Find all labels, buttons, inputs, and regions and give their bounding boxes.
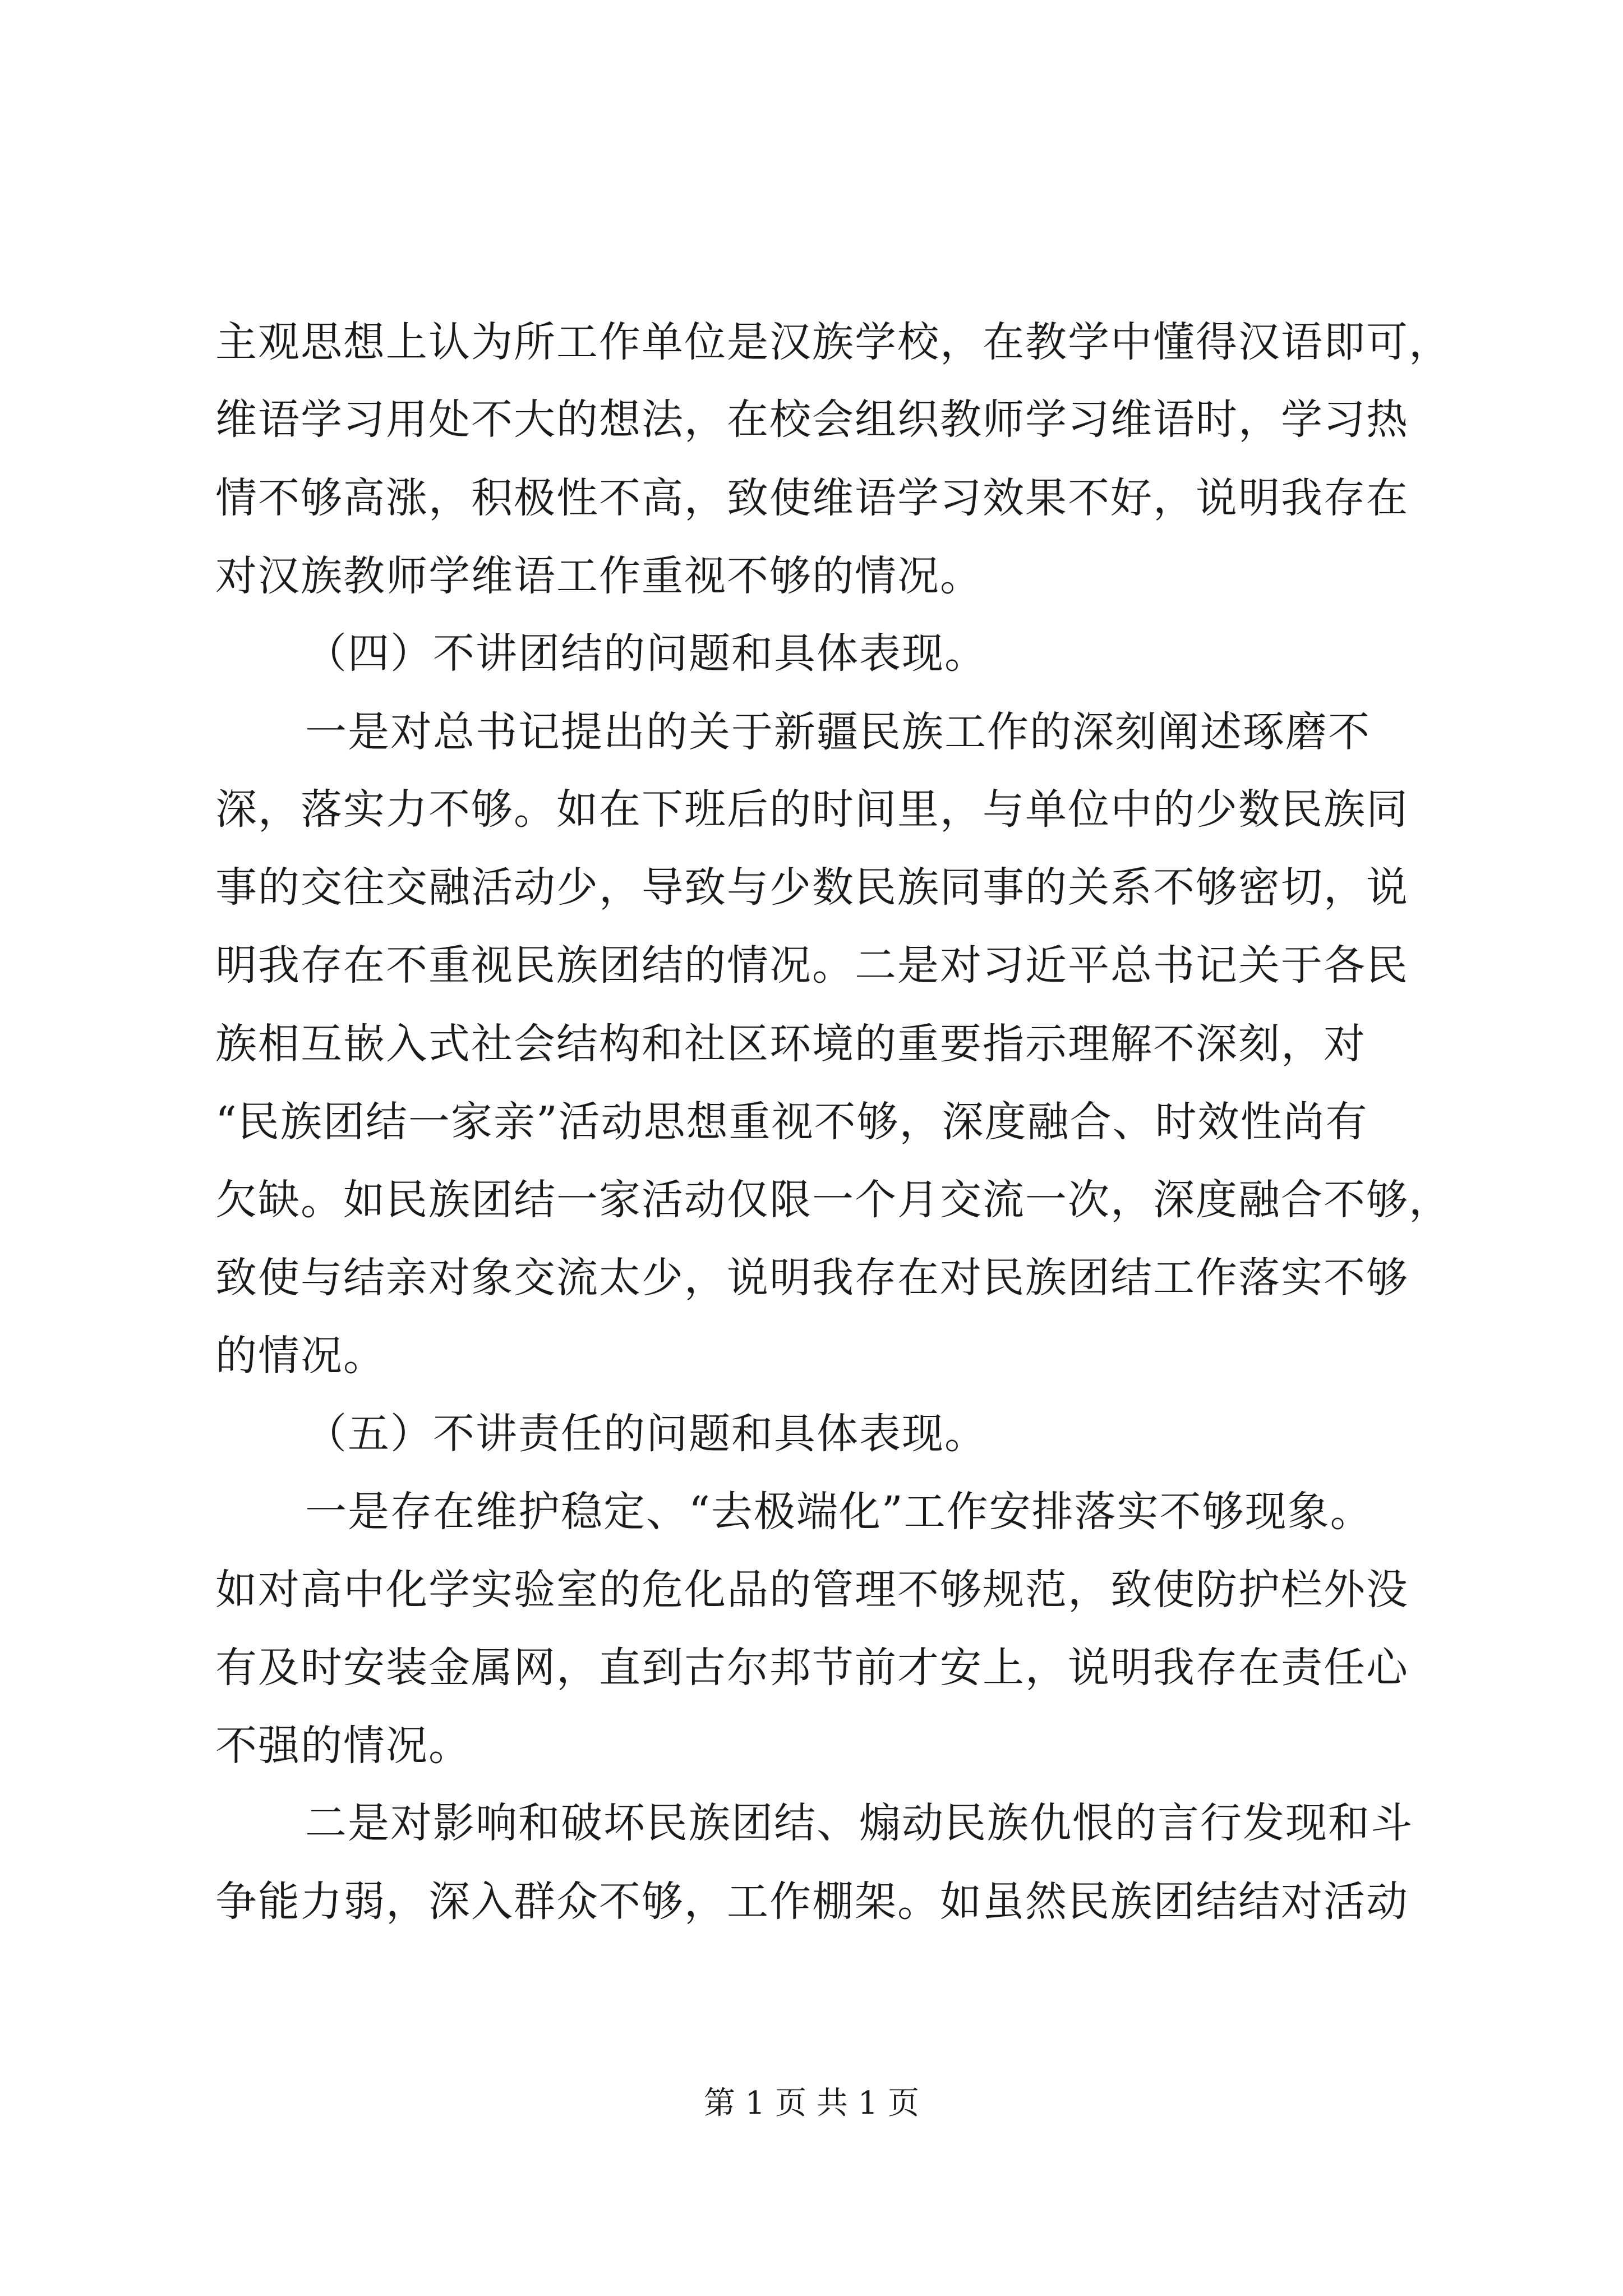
paragraph-line: 如对高中化学实验室的危化品的管理不够规范，致使防护栏外没 xyxy=(215,1566,1409,1614)
paragraph-line: 不强的情况。 xyxy=(215,1722,471,1770)
paragraph-line: 一是对总书记提出的关于新疆民族工作的深刻阐述琢磨不 xyxy=(305,708,1371,756)
paragraph-line: 致使与结亲对象交流太少，说明我存在对民族团结工作落实不够 xyxy=(215,1254,1409,1302)
paragraph-line: 主观思想上认为所工作单位是汉族学校，在教学中懂得汉语即可， xyxy=(215,318,1451,366)
paragraph-line: 情不够高涨，积极性不高，致使维语学习效果不好，说明我存在 xyxy=(215,474,1409,522)
paragraph-line: 一是存在维护稳定、“去极端化”工作安排落实不够现象。 xyxy=(305,1488,1373,1536)
paragraph-line: 族相互嵌入式社会结构和社区环境的重要指示理解不深刻，对 xyxy=(215,1020,1366,1068)
paragraph-line: 事的交往交融活动少，导致与少数民族同事的关系不够密切，说 xyxy=(215,863,1409,912)
page-number-footer: 第 1 页 共 1 页 xyxy=(703,2085,920,2122)
section-heading: （四）不讲团结的问题和具体表现。 xyxy=(305,629,987,678)
paragraph-line: 的情况。 xyxy=(215,1332,386,1380)
paragraph-line: 维语学习用处不大的想法，在校会组织教师学习维语时，学习热 xyxy=(215,395,1409,444)
paragraph-line: 有及时安装金属网，直到古尔邦节前才安上，说明我存在责任心 xyxy=(215,1644,1409,1692)
paragraph-line: “民族团结一家亲”活动思想重视不够，深度融合、时效性尚有 xyxy=(215,1098,1368,1146)
paragraph-line: 明我存在不重视民族团结的情况。二是对习近平总书记关于各民 xyxy=(215,941,1409,990)
paragraph-line: 二是对影响和破坏民族团结、煽动民族仇恨的言行发现和斗 xyxy=(305,1799,1413,1847)
section-heading: （五）不讲责任的问题和具体表现。 xyxy=(305,1410,987,1458)
paragraph-line: 欠缺。如民族团结一家活动仅限一个月交流一次，深度融合不够， xyxy=(215,1176,1451,1224)
paragraph-line: 争能力弱，深入群众不够，工作棚架。如虽然民族团结结对活动 xyxy=(215,1878,1409,1926)
paragraph-line: 对汉族教师学维语工作重视不够的情况。 xyxy=(215,552,983,600)
paragraph-line: 深，落实力不够。如在下班后的时间里，与单位中的少数民族同 xyxy=(215,785,1409,834)
